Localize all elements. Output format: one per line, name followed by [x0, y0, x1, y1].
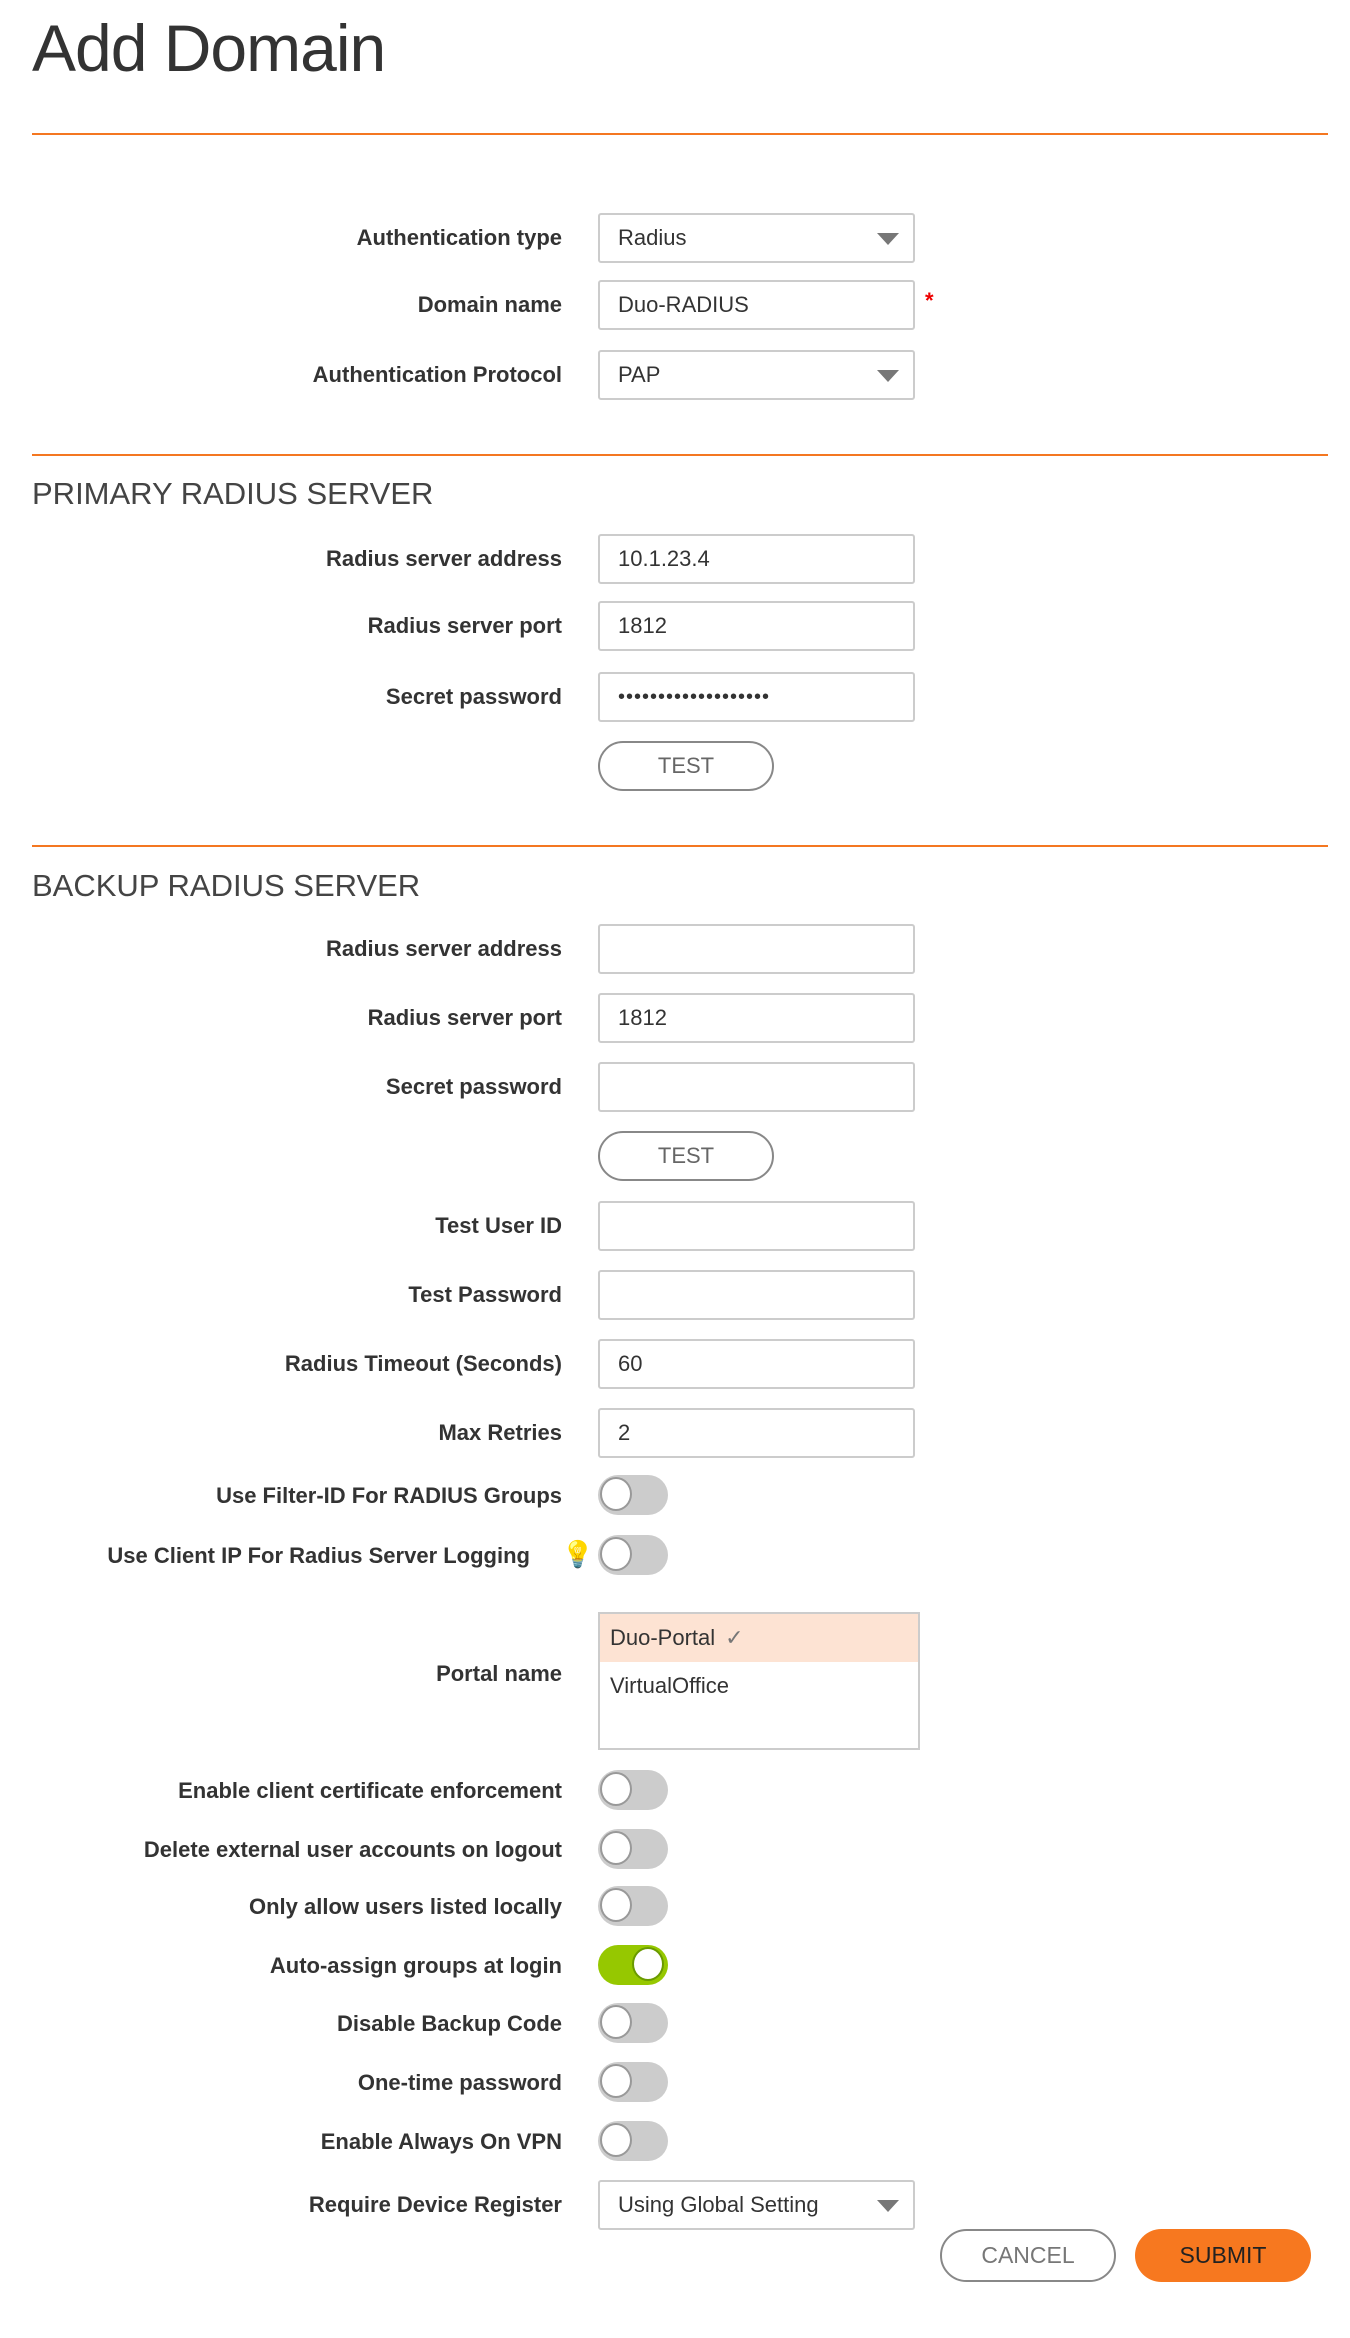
- test-user-label: Test User ID: [435, 1213, 562, 1238]
- test-user-row: [0, 1201, 1350, 1251]
- backup-address-label: Radius server address: [325, 936, 562, 961]
- only-local-label: Only allow users listed locally: [248, 1894, 562, 1919]
- timeout-label: Radius Timeout (Seconds): [284, 1351, 562, 1376]
- auth-type-label: Authentication type: [356, 225, 562, 250]
- page-title: Add Domain: [32, 11, 386, 85]
- primary-port-row: [0, 601, 1350, 651]
- test-password-row: [0, 1270, 1350, 1320]
- delete-external-label: Delete external user accounts on logout: [143, 1837, 562, 1862]
- toggle-knob: [600, 1537, 632, 1571]
- auth-protocol-value: PAP: [618, 362, 661, 387]
- divider: [32, 133, 1328, 135]
- primary-secret-input[interactable]: •••••••••••••••••••: [598, 672, 915, 722]
- toggle-knob: [600, 1831, 632, 1865]
- filter-id-row: [0, 1471, 1350, 1521]
- auth-type-row: [0, 213, 1350, 263]
- primary-port-label: Radius server port: [367, 613, 562, 638]
- portal-listbox[interactable]: [598, 1612, 920, 1750]
- auto-assign-toggle[interactable]: [598, 1945, 668, 1985]
- submit-button[interactable]: SUBMIT: [1135, 2229, 1311, 2282]
- backup-address-input[interactable]: [598, 924, 915, 974]
- filter-id-toggle[interactable]: [598, 1475, 668, 1515]
- client-ip-toggle[interactable]: [598, 1535, 668, 1575]
- test-password-input[interactable]: [598, 1270, 915, 1320]
- toggle-knob: [600, 1477, 632, 1511]
- cert-enforce-row: [0, 1766, 1350, 1816]
- toggle-knob: [600, 2064, 632, 2098]
- backup-secret-input[interactable]: [598, 1062, 915, 1112]
- always-on-vpn-toggle[interactable]: [598, 2121, 668, 2161]
- client-ip-row: [0, 1531, 1350, 1581]
- disable-backup-code-label: Disable Backup Code: [337, 2011, 562, 2036]
- toggle-knob: [600, 2005, 632, 2039]
- backup-port-label: Radius server port: [367, 1005, 562, 1030]
- primary-section-heading: PRIMARY RADIUS SERVER: [32, 476, 434, 511]
- auth-protocol-label: Authentication Protocol: [312, 362, 562, 387]
- only-local-toggle[interactable]: [598, 1886, 668, 1926]
- divider: [32, 845, 1328, 847]
- backup-test-button[interactable]: TEST: [598, 1131, 774, 1181]
- cert-enforce-label: Enable client certificate enforcement: [178, 1778, 562, 1803]
- device-register-row: [0, 2180, 1350, 2230]
- primary-test-row: [0, 741, 1350, 791]
- primary-address-label: Radius server address: [325, 546, 562, 571]
- primary-address-input[interactable]: 10.1.23.4: [598, 534, 915, 584]
- timeout-input[interactable]: 60: [598, 1339, 915, 1389]
- toggle-knob: [632, 1947, 664, 1981]
- always-on-vpn-row: [0, 2117, 1350, 2167]
- check-icon: ✓: [725, 1625, 744, 1650]
- domain-name-input[interactable]: Duo-RADIUS: [598, 280, 915, 330]
- chevron-down-icon: [877, 370, 899, 382]
- backup-port-row: [0, 993, 1350, 1043]
- max-retries-label: Max Retries: [438, 1420, 562, 1445]
- toggle-knob: [600, 1888, 632, 1922]
- portal-label: Portal name: [436, 1661, 562, 1686]
- always-on-vpn-label: Enable Always On VPN: [320, 2129, 562, 2154]
- backup-secret-row: [0, 1062, 1350, 1112]
- chevron-down-icon: [877, 2200, 899, 2212]
- device-register-value: Using Global Setting: [618, 2192, 819, 2217]
- auto-assign-label: Auto-assign groups at login: [269, 1953, 562, 1978]
- backup-section-heading: BACKUP RADIUS SERVER: [32, 868, 421, 903]
- disable-backup-code-row: [0, 1999, 1350, 2049]
- option-label: Duo-Portal: [610, 1625, 716, 1650]
- portal-option-virtualoffice[interactable]: VirtualOffice: [610, 1673, 730, 1698]
- chevron-down-icon: [877, 233, 899, 245]
- backup-address-row: [0, 924, 1350, 974]
- toggle-knob: [600, 2123, 632, 2157]
- portal-option-duo-portal[interactable]: [600, 1614, 918, 1662]
- device-register-label: Require Device Register: [308, 2192, 562, 2217]
- domain-name-label: Domain name: [417, 292, 562, 317]
- divider: [32, 454, 1328, 456]
- otp-label: One-time password: [357, 2070, 562, 2095]
- primary-address-row: [0, 534, 1350, 584]
- test-user-input[interactable]: [598, 1201, 915, 1251]
- auth-type-value: Radius: [618, 225, 687, 250]
- cert-enforce-toggle[interactable]: [598, 1770, 668, 1810]
- required-marker: *: [925, 288, 934, 313]
- client-ip-label: Use Client IP For Radius Server Logging: [107, 1543, 530, 1568]
- otp-toggle[interactable]: [598, 2062, 668, 2102]
- backup-secret-label: Secret password: [385, 1074, 562, 1099]
- max-retries-input[interactable]: 2: [598, 1408, 915, 1458]
- primary-secret-label: Secret password: [385, 684, 562, 709]
- toggle-knob: [600, 1772, 632, 1806]
- filter-id-label: Use Filter-ID For RADIUS Groups: [216, 1483, 562, 1508]
- only-local-row: [0, 1882, 1350, 1932]
- disable-backup-code-toggle[interactable]: [598, 2003, 668, 2043]
- delete-external-toggle[interactable]: [598, 1829, 668, 1869]
- auth-type-select[interactable]: [598, 213, 915, 263]
- device-register-select[interactable]: [598, 2180, 915, 2230]
- test-password-label: Test Password: [408, 1282, 562, 1307]
- primary-port-input[interactable]: 1812: [598, 601, 915, 651]
- auth-protocol-select[interactable]: [598, 350, 915, 400]
- timeout-row: [0, 1339, 1350, 1389]
- max-retries-row: [0, 1408, 1350, 1458]
- delete-external-row: [0, 1825, 1350, 1875]
- backup-port-input[interactable]: 1812: [598, 993, 915, 1043]
- cancel-button[interactable]: CANCEL: [940, 2229, 1116, 2282]
- lightbulb-help-icon[interactable]: 💡: [561, 1538, 594, 1569]
- backup-test-row: [0, 1131, 1350, 1181]
- primary-secret-row: [0, 672, 1350, 722]
- auth-protocol-row: [0, 350, 1350, 400]
- primary-test-button[interactable]: TEST: [598, 741, 774, 791]
- auto-assign-row: [0, 1941, 1350, 1991]
- otp-row: [0, 2058, 1350, 2108]
- domain-name-row: [0, 280, 1350, 330]
